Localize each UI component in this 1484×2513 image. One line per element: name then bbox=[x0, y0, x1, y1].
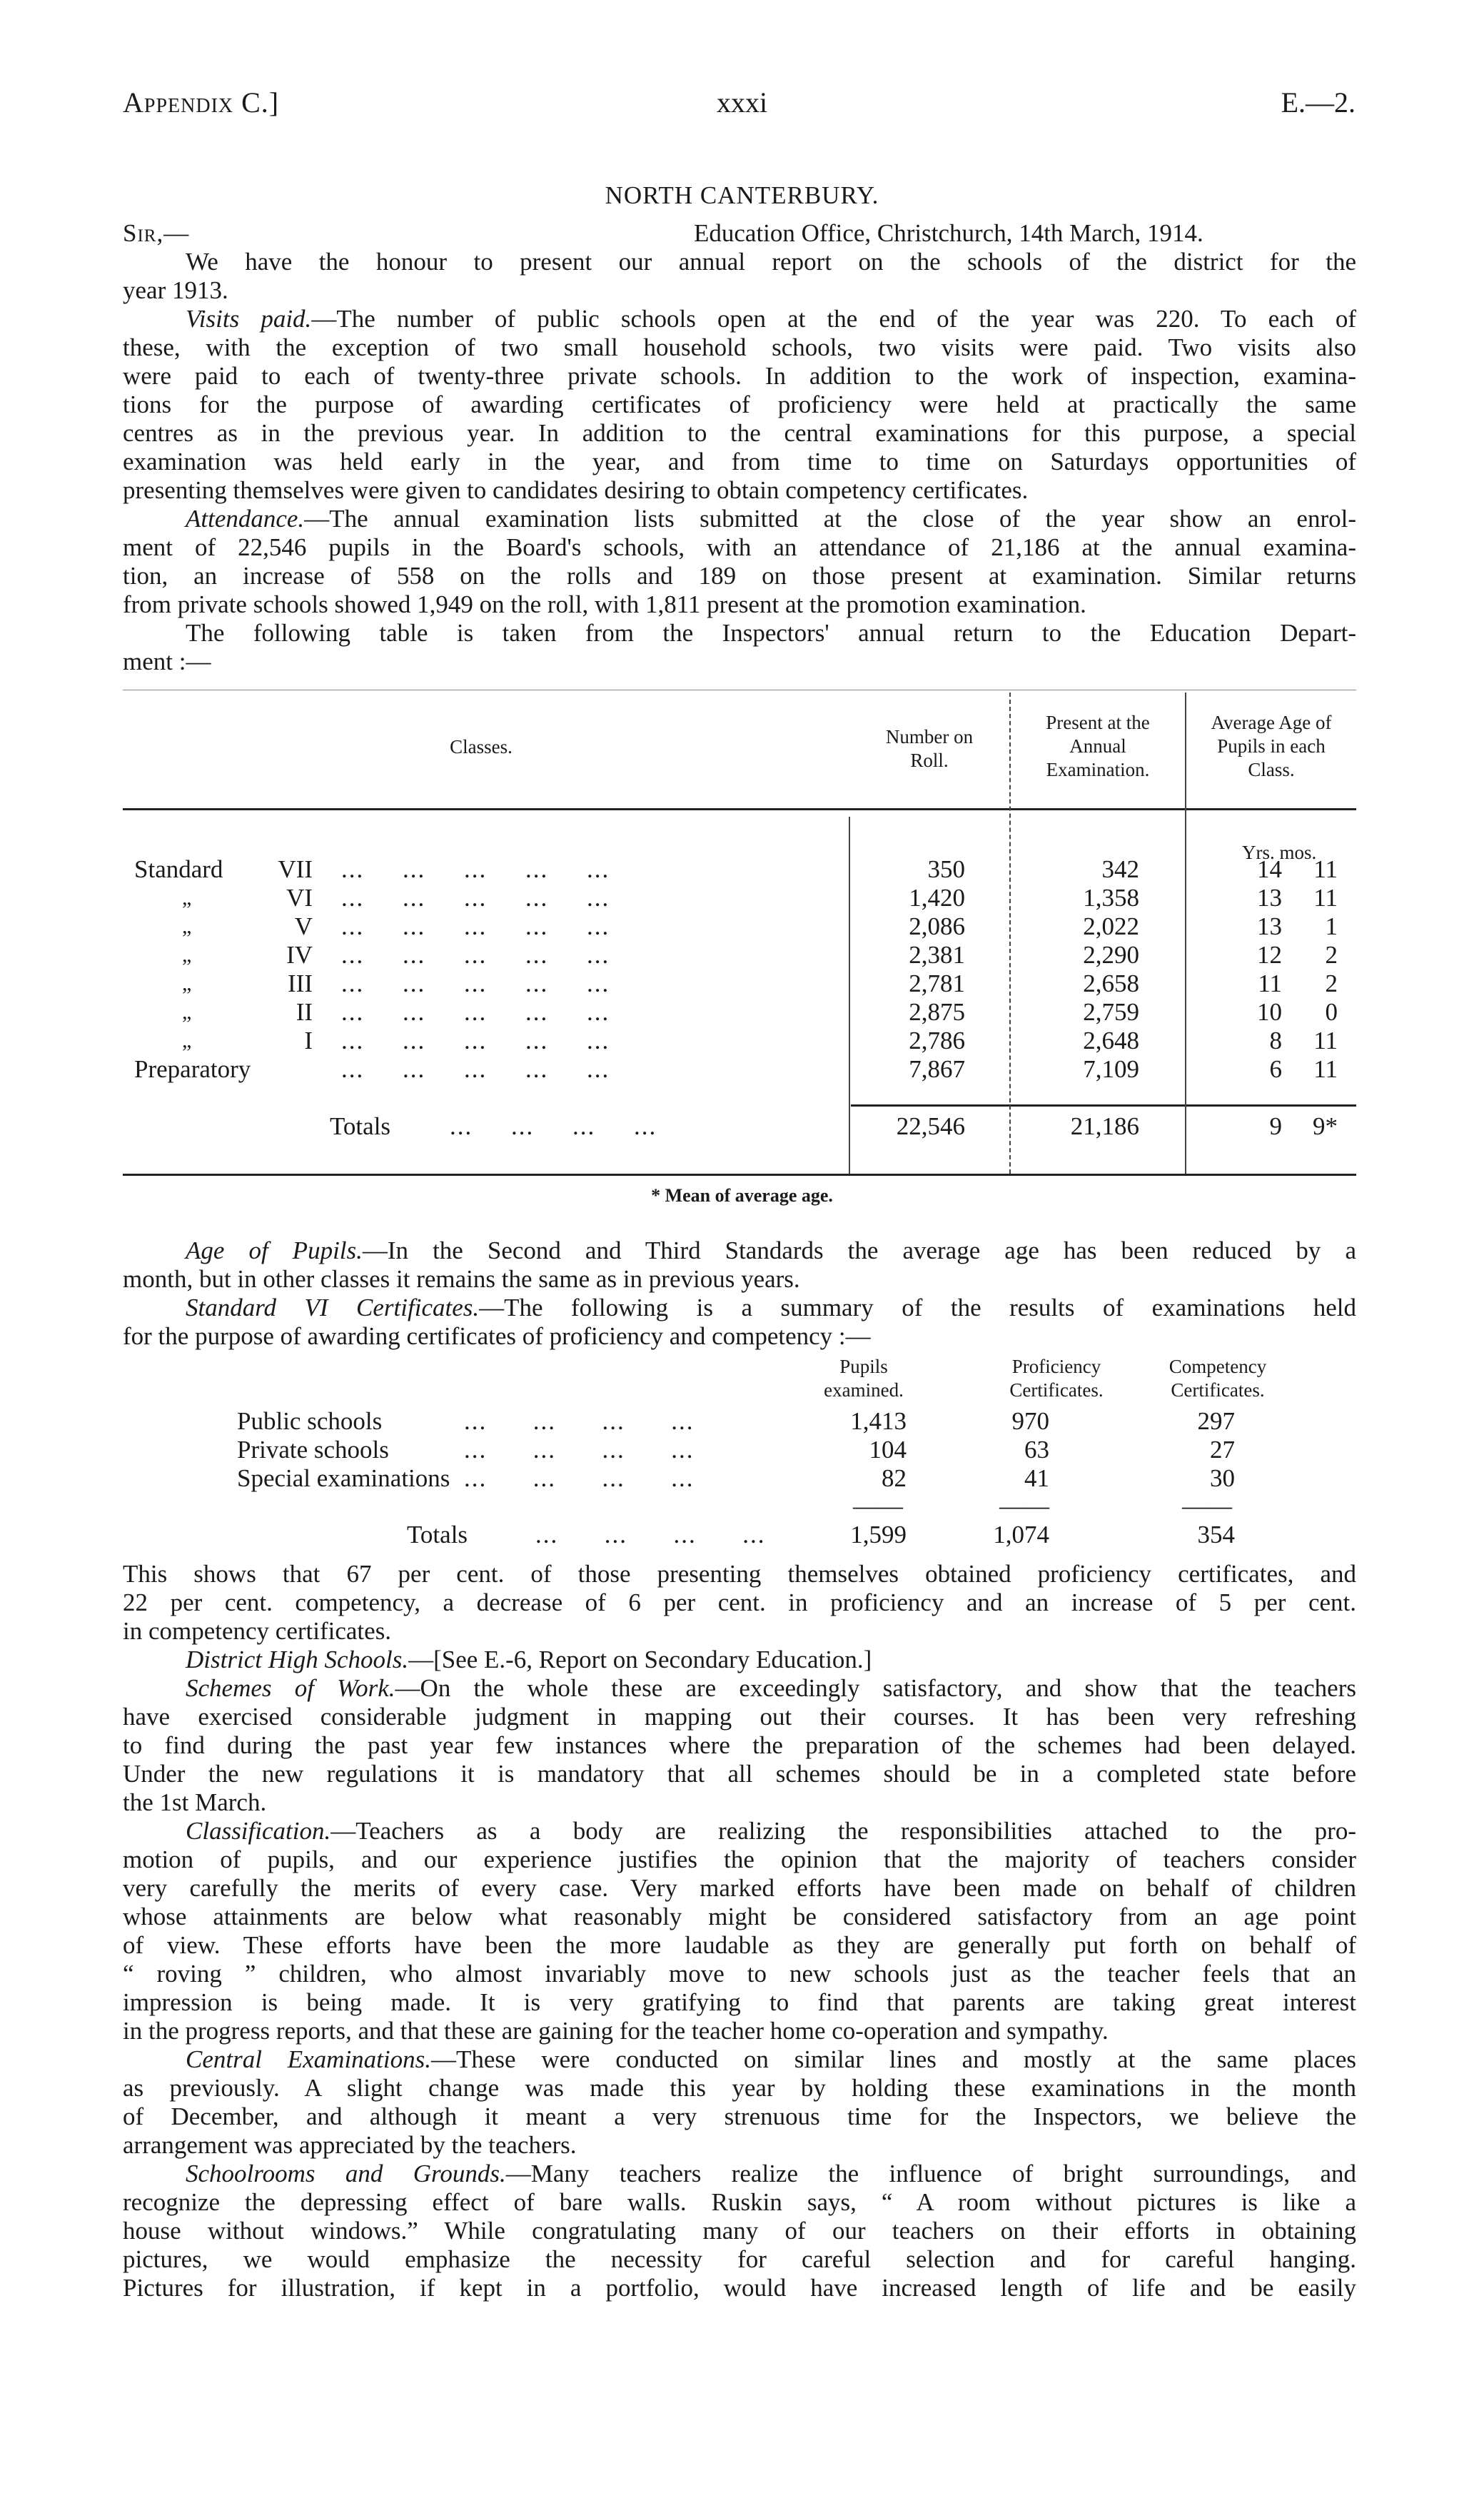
paragraph-text: —The following is a summary of the results of examinations held bbox=[479, 1294, 1356, 1321]
paragraph-text: The following table is taken from the Inspectors' annual return to the Education Depart- bbox=[186, 619, 1356, 647]
text-line bbox=[123, 1588, 1356, 1617]
text-line bbox=[123, 1931, 1356, 1960]
paragraph-heading: District High Schools. bbox=[186, 1646, 409, 1673]
school-type: Public schools bbox=[237, 1407, 383, 1435]
paragraph-text: were paid to each of twenty-three private schools. In addition to the work of inspection, examina- bbox=[123, 362, 1356, 390]
competency-value: 354 bbox=[1197, 1521, 1235, 1548]
age-months-total: 9* bbox=[1313, 1112, 1338, 1140]
paragraph-text: presenting themselves were given to candidates desiring to obtain competency certificates. bbox=[123, 476, 1029, 504]
totals-label: Totals bbox=[407, 1521, 468, 1548]
competency-value: 297 bbox=[1197, 1407, 1235, 1435]
paragraph bbox=[123, 2045, 1356, 2160]
age-years: 8 bbox=[1269, 1027, 1282, 1054]
header-roll-line: Number on bbox=[885, 726, 974, 747]
text-line bbox=[123, 1265, 1356, 1294]
top-paragraphs bbox=[123, 248, 1356, 676]
paragraph-text: recognize the depressing effect of bare walls. Ruskin says, “ A room without pictures is like a bbox=[123, 2188, 1356, 2216]
text-line bbox=[123, 562, 1356, 590]
age-years: 12 bbox=[1257, 941, 1282, 969]
header-age-line: Class. bbox=[1248, 759, 1295, 780]
age-years: 6 bbox=[1269, 1055, 1282, 1083]
header-present bbox=[1011, 711, 1185, 782]
paragraph-text: pictures, we would emphasize the necessity for careful selection and for careful hanging. bbox=[123, 2245, 1356, 2273]
text-line bbox=[123, 1646, 1356, 1674]
text-line bbox=[123, 1988, 1356, 2017]
table-header-rule bbox=[123, 808, 1356, 810]
examined-value: 1,599 bbox=[850, 1521, 907, 1548]
present-value: 2,290 bbox=[1083, 941, 1139, 969]
header-competency bbox=[1146, 1355, 1289, 1402]
paragraph-text: very carefully the merits of every case. Very marked efforts have been made on behalf of children bbox=[123, 1874, 1356, 1902]
roll-value: 2,781 bbox=[909, 970, 965, 997]
text-line bbox=[123, 2017, 1356, 2045]
class-label: Standard bbox=[134, 855, 223, 883]
text-line bbox=[123, 305, 1356, 333]
leader-dots: ... ... ... ... ... bbox=[341, 998, 610, 1026]
leader-dots: ... ... ... ... ... bbox=[341, 941, 610, 969]
text-line bbox=[123, 448, 1356, 476]
paragraph-heading: Standard VI Certificates. bbox=[186, 1294, 480, 1321]
leader-dots: ... ... ... ... bbox=[464, 1436, 695, 1464]
text-line bbox=[123, 1845, 1356, 1874]
paragraph-heading: Classification. bbox=[186, 1817, 331, 1845]
age-years-total: 9 bbox=[1269, 1112, 1282, 1140]
paragraph-text: centres as in the previous year. In addition to the central examinations for this purpose, a special bbox=[123, 419, 1356, 447]
class-numeral: I bbox=[304, 1027, 313, 1054]
total-dash: —— bbox=[853, 1492, 903, 1520]
text-line bbox=[123, 1903, 1356, 1931]
dateline: Education Office, Christchurch, 14th March, 1914. bbox=[694, 219, 1203, 247]
class-numeral: II bbox=[296, 998, 313, 1026]
paragraph bbox=[123, 248, 1356, 305]
paragraph-text: arrangement was appreciated by the teachers. bbox=[123, 2131, 577, 2159]
ditto-mark: „ bbox=[182, 886, 192, 910]
age-months: 2 bbox=[1325, 970, 1338, 997]
leader-dots: ... ... ... ... ... bbox=[341, 855, 610, 883]
text-line bbox=[123, 2217, 1356, 2245]
paragraph-text: —Many teachers realize the influence of bright surroundings, and bbox=[505, 2160, 1356, 2187]
text-line bbox=[123, 1788, 1356, 1817]
text-line bbox=[123, 1294, 1356, 1322]
present-value: 2,648 bbox=[1083, 1027, 1139, 1054]
header-present-line: Examination. bbox=[1046, 759, 1150, 780]
paragraph-heading: Central Examinations. bbox=[186, 2045, 432, 2073]
age-months: 11 bbox=[1313, 855, 1338, 883]
class-numeral: V bbox=[294, 912, 313, 940]
present-value: 2,658 bbox=[1083, 970, 1139, 997]
total-dash: —— bbox=[1182, 1492, 1232, 1520]
age-years: 10 bbox=[1257, 998, 1282, 1026]
totals-label: Totals bbox=[330, 1112, 391, 1140]
paragraph-text: —On the whole these are exceedingly satisfactory, and show that the teachers bbox=[395, 1674, 1356, 1702]
leader-dots: ... ... ... ... bbox=[450, 1112, 657, 1140]
paragraph-text: of December, and although it meant a very strenuous time for the Inspectors, we believe the bbox=[123, 2102, 1356, 2130]
paragraph-text: the 1st March. bbox=[123, 1788, 267, 1816]
paragraph bbox=[123, 1674, 1356, 1817]
text-line bbox=[123, 1674, 1356, 1703]
examined-value: 82 bbox=[882, 1464, 907, 1492]
roll-value: 1,420 bbox=[909, 884, 965, 912]
paragraph-text: examination was held early in the year, and from time to time on Saturdays opportunities of bbox=[123, 448, 1356, 475]
header-classes: Classes. bbox=[450, 736, 513, 757]
paragraph-text: tion, an increase of 558 on the rolls and 189 on those present at examination. Similar returns bbox=[123, 562, 1356, 590]
paragraph-heading: Attendance. bbox=[186, 505, 305, 533]
header-line: Certificates. bbox=[1009, 1379, 1104, 1401]
paragraph-text: in competency certificates. bbox=[123, 1617, 392, 1645]
paragraph-text: from private schools showed 1,949 on the roll, with 1,811 present at the promotion examination. bbox=[123, 590, 1086, 618]
proficiency-value: 41 bbox=[1024, 1464, 1049, 1492]
header-roll bbox=[851, 725, 1008, 772]
paragraph bbox=[123, 619, 1356, 676]
roll-value: 2,086 bbox=[909, 912, 965, 940]
leader-dots: ... ... ... ... ... bbox=[341, 1055, 610, 1083]
competency-value: 27 bbox=[1210, 1436, 1235, 1464]
paragraph bbox=[123, 505, 1356, 619]
text-line bbox=[123, 419, 1356, 448]
salutation: Sir,— bbox=[123, 219, 190, 247]
paragraph-text: 22 per cent. competency, a decrease of 6 per cent. in proficiency and an increase of 5 per cent. bbox=[123, 1588, 1356, 1616]
text-line bbox=[123, 476, 1356, 505]
examined-value: 1,413 bbox=[850, 1407, 907, 1435]
paragraph-text: house without windows.” While congratulating many of our teachers on their efforts in obtaining bbox=[123, 2217, 1356, 2245]
text-line bbox=[123, 276, 1356, 305]
age-months: 11 bbox=[1313, 884, 1338, 912]
paragraph-text: ment of 22,546 pupils in the Board's schools, with an attendance of 21,186 at the annual examina- bbox=[123, 533, 1356, 561]
text-line bbox=[123, 2045, 1356, 2074]
class-numeral: III bbox=[288, 970, 313, 997]
ditto-mark: „ bbox=[182, 1000, 192, 1024]
leader-dots: ... ... ... ... ... bbox=[341, 970, 610, 997]
paragraph-text: This shows that 67 per cent. of those presenting themselves obtained proficiency certificates, and bbox=[123, 1560, 1356, 1588]
table-footnote: * Mean of average age. bbox=[651, 1185, 833, 1206]
class-numeral: VI bbox=[286, 884, 313, 912]
paragraph-text: Under the new regulations it is mandatory that all schemes should be in a completed state before bbox=[123, 1760, 1356, 1788]
report-title: NORTH CANTERBURY. bbox=[605, 181, 879, 209]
class-numeral: IV bbox=[286, 941, 313, 969]
text-line bbox=[123, 248, 1356, 276]
text-line bbox=[123, 1560, 1356, 1588]
middle-paragraphs bbox=[123, 1237, 1356, 1351]
bottom-paragraphs bbox=[123, 1560, 1356, 2302]
paragraph-text: motion of pupils, and our experience justifies the opinion that the majority of teachers consider bbox=[123, 1845, 1356, 1873]
paragraph-text: have exercised considerable judgment in mapping out their courses. It has been very refreshing bbox=[123, 1703, 1356, 1731]
ditto-mark: „ bbox=[182, 943, 192, 967]
paragraph-text: —The annual examination lists submitted at the close of the year show an enrol- bbox=[304, 505, 1356, 533]
text-line bbox=[123, 1960, 1356, 1988]
age-years: 11 bbox=[1258, 970, 1282, 997]
paragraph bbox=[123, 1237, 1356, 1294]
paragraph-heading: Schemes of Work. bbox=[186, 1674, 395, 1702]
text-line bbox=[123, 1760, 1356, 1788]
leader-dots: ... ... ... ... bbox=[464, 1464, 695, 1492]
table-bottom-rule bbox=[123, 1174, 1356, 1176]
competency-value: 30 bbox=[1210, 1464, 1235, 1492]
header-examined bbox=[792, 1355, 935, 1402]
text-line bbox=[123, 333, 1356, 362]
roll-value: 2,786 bbox=[909, 1027, 965, 1054]
present-value: 7,109 bbox=[1083, 1055, 1139, 1083]
leader-dots: ... ... ... ... bbox=[464, 1407, 695, 1435]
header-age-line: Pupils in each bbox=[1217, 735, 1326, 757]
age-months: 11 bbox=[1313, 1027, 1338, 1054]
paragraph-text: —[See E.-6, Report on Secondary Education.] bbox=[408, 1646, 872, 1673]
paragraph-text: in the progress reports, and that these are gaining for the teacher home co-operation and sympathy. bbox=[123, 2017, 1109, 2045]
report-code: E.—2. bbox=[1281, 86, 1356, 119]
school-type: Special examinations bbox=[237, 1464, 450, 1492]
text-line bbox=[123, 1237, 1356, 1265]
text-line bbox=[123, 2074, 1356, 2102]
paragraph-text: impression is being made. It is very gratifying to find that parents are taking great interest bbox=[123, 1988, 1356, 2016]
age-years: 13 bbox=[1257, 884, 1282, 912]
text-line bbox=[123, 2245, 1356, 2274]
paragraph-text: ment :— bbox=[123, 648, 211, 675]
header-age bbox=[1186, 711, 1356, 782]
paragraph-heading: Visits paid. bbox=[186, 305, 312, 333]
paragraph bbox=[123, 1560, 1356, 1646]
header-line: Pupils bbox=[839, 1356, 888, 1377]
paragraph-text: Pictures for illustration, if kept in a portfolio, would have increased length of life and be easily bbox=[123, 2274, 1356, 2302]
paragraph-text: —The number of public schools open at the end of the year was 220. To each of bbox=[311, 305, 1356, 333]
paragraph-text: tions for the purpose of awarding certificates of proficiency were held at practically the same bbox=[123, 391, 1356, 418]
header-line: Certificates. bbox=[1171, 1379, 1265, 1401]
age-months: 0 bbox=[1325, 998, 1338, 1026]
paragraph bbox=[123, 1817, 1356, 2045]
column-divider bbox=[849, 817, 850, 1174]
paragraph-text: whose attainments are below what reasonably might be considered satisfactory from an age point bbox=[123, 1903, 1356, 1930]
text-line bbox=[123, 2160, 1356, 2188]
paragraph-heading: Schoolrooms and Grounds. bbox=[186, 2160, 506, 2187]
header-proficiency bbox=[985, 1355, 1128, 1402]
paragraph-text: —These were conducted on similar lines and mostly at the same places bbox=[431, 2045, 1356, 2073]
class-label: Preparatory bbox=[134, 1055, 251, 1083]
paragraph-text: —In the Second and Third Standards the average age has been reduced by a bbox=[362, 1237, 1356, 1264]
roll-value: 7,867 bbox=[909, 1055, 965, 1083]
age-months: 1 bbox=[1325, 912, 1338, 940]
totals-rule bbox=[851, 1104, 1356, 1107]
header-age-line: Average Age of bbox=[1211, 712, 1332, 733]
text-line bbox=[123, 1874, 1356, 1903]
appendix-label: Appendix C.] bbox=[123, 86, 280, 119]
leader-dots: ... ... ... ... ... bbox=[341, 1027, 610, 1054]
text-line bbox=[123, 505, 1356, 533]
age-years: 14 bbox=[1257, 855, 1282, 883]
header-line: Proficiency bbox=[1011, 1356, 1101, 1377]
ditto-mark: „ bbox=[182, 1029, 192, 1052]
roll-total: 22,546 bbox=[896, 1112, 965, 1140]
text-line bbox=[123, 391, 1356, 419]
present-value: 342 bbox=[1101, 855, 1139, 883]
paragraph-text: “ roving ” children, who almost invariably move to new schools just as the teacher feels that an bbox=[123, 1960, 1356, 1988]
present-value: 2,022 bbox=[1083, 912, 1139, 940]
paragraph-heading: Age of Pupils. bbox=[186, 1237, 363, 1264]
ditto-mark: „ bbox=[182, 972, 192, 995]
text-line bbox=[123, 1617, 1356, 1646]
leader-dots: ... ... ... ... bbox=[535, 1521, 766, 1548]
roll-value: 2,875 bbox=[909, 998, 965, 1026]
text-line bbox=[123, 648, 1356, 676]
text-line bbox=[123, 619, 1356, 648]
text-line bbox=[123, 1322, 1356, 1351]
proficiency-value: 63 bbox=[1024, 1436, 1049, 1464]
proficiency-value: 970 bbox=[1011, 1407, 1049, 1435]
paragraph-text: for the purpose of awarding certificates of proficiency and competency :— bbox=[123, 1322, 871, 1350]
proficiency-value: 1,074 bbox=[993, 1521, 1049, 1548]
total-dash: —— bbox=[999, 1492, 1049, 1520]
paragraph-text: month, but in other classes it remains the same as in previous years. bbox=[123, 1265, 800, 1293]
text-line bbox=[123, 1703, 1356, 1731]
present-value: 2,759 bbox=[1083, 998, 1139, 1026]
text-line bbox=[123, 533, 1356, 562]
present-total: 21,186 bbox=[1070, 1112, 1139, 1140]
text-line bbox=[123, 2188, 1356, 2217]
age-years: 13 bbox=[1257, 912, 1282, 940]
school-type: Private schools bbox=[237, 1436, 389, 1464]
text-line bbox=[123, 2131, 1356, 2160]
paragraph bbox=[123, 1646, 1356, 1674]
age-units: Yrs. mos. bbox=[1242, 842, 1317, 863]
paragraph-text: as previously. A slight change was made this year by holding these examinations in the month bbox=[123, 2074, 1356, 2102]
paragraph-text: —Teachers as a body are realizing the responsibilities attached to the pro- bbox=[330, 1817, 1356, 1845]
header-line: examined. bbox=[824, 1379, 904, 1401]
leader-dots: ... ... ... ... ... bbox=[341, 912, 610, 940]
ditto-mark: „ bbox=[182, 915, 192, 938]
age-months: 2 bbox=[1325, 941, 1338, 969]
text-line bbox=[123, 1731, 1356, 1760]
present-value: 1,358 bbox=[1083, 884, 1139, 912]
paragraph-text: year 1913. bbox=[123, 276, 228, 304]
header-line: Competency bbox=[1168, 1356, 1267, 1377]
paragraph bbox=[123, 305, 1356, 505]
text-line bbox=[123, 590, 1356, 619]
paragraph-text: We have the honour to present our annual report on the schools of the district for the bbox=[186, 248, 1356, 276]
paragraph bbox=[123, 1294, 1356, 1351]
header-present-line: Annual bbox=[1069, 735, 1126, 757]
header-roll-line: Roll. bbox=[910, 750, 949, 771]
examined-value: 104 bbox=[869, 1436, 907, 1464]
header-present-line: Present at the bbox=[1046, 712, 1150, 733]
class-numeral: VII bbox=[278, 855, 313, 883]
leader-dots: ... ... ... ... ... bbox=[341, 884, 610, 912]
age-months: 11 bbox=[1313, 1055, 1338, 1083]
paragraph bbox=[123, 2160, 1356, 2302]
text-line bbox=[123, 1817, 1356, 1845]
paragraph-text: of view. These efforts have been the more laudable as they are generally put forth on behalf of bbox=[123, 1931, 1356, 1959]
roll-value: 2,381 bbox=[909, 941, 965, 969]
roll-value: 350 bbox=[927, 855, 965, 883]
paragraph-text: to find during the past year few instances where the preparation of the schemes had been delayed. bbox=[123, 1731, 1356, 1759]
paragraph-text: these, with the exception of two small household schools, two visits were paid. Two visits also bbox=[123, 333, 1356, 361]
text-line bbox=[123, 2102, 1356, 2131]
text-line bbox=[123, 362, 1356, 391]
text-line bbox=[123, 2274, 1356, 2302]
page-number: xxxi bbox=[716, 86, 768, 119]
